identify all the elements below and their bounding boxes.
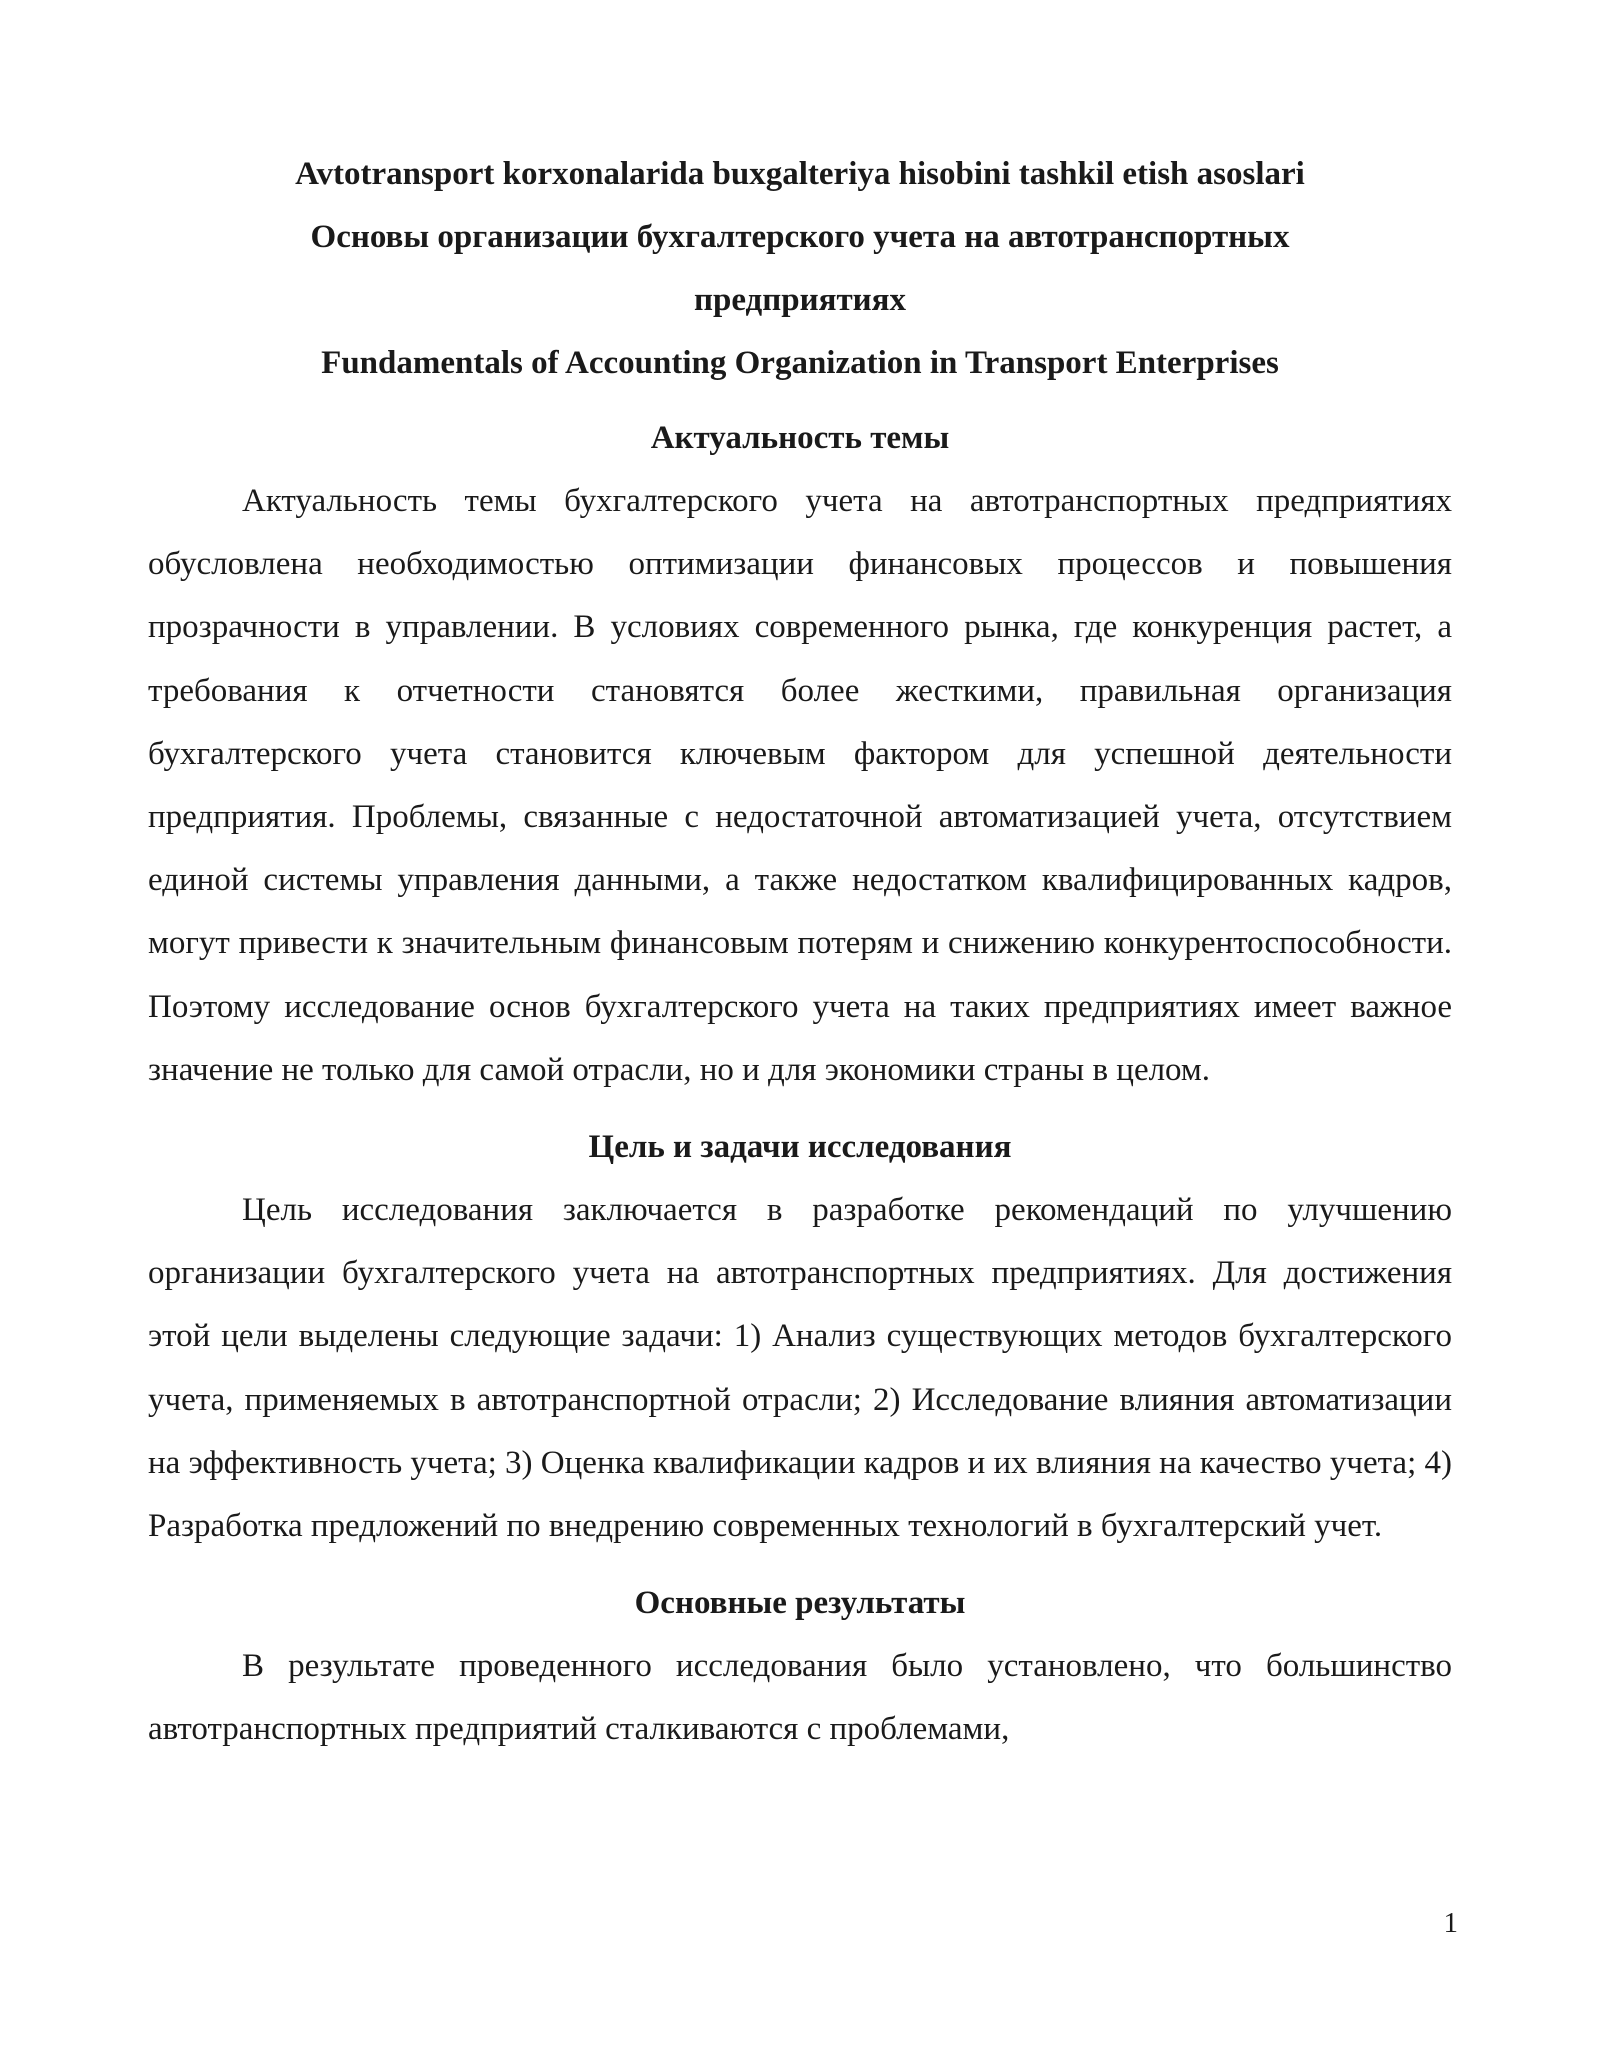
title-uzbek: Avtotransport korxonalarida buxgalteriya hisobini tashkil etish asoslari: [295, 156, 1305, 192]
section-spacer: [148, 1558, 1452, 1572]
section-spacer: [148, 1102, 1452, 1116]
page-number: 1: [1443, 1907, 1458, 1939]
document-content: [148, 143, 1452, 1762]
title-english: Fundamentals of Accounting Organization in Transport Enterprises: [321, 345, 1279, 381]
section-paragraph-results: В результате проведенного исследования было установлено, что большинство автотранспортных предприятий сталкиваются с проблемами,: [148, 1648, 1452, 1748]
section-paragraph-goals: Цель исследования заключается в разработке рекомендаций по улучшению организации бухгалтерского учета на автотранспортных предприятиях. Для достижения этой цели выделены следующие задачи: 1) Анализ существующих методов бухгалтерского учета, применяемых в автотранспортной отрасли; 2) Исследование влияния автоматизации на эффективность учета; 3) Оценка квалификации кадров и их влияния на качество учета; 4) Разработка предложений по внедрению современных технологий в бухгалтерский учет.: [148, 1192, 1452, 1545]
title-russian-line1: Основы организации бухгалтерского учета на автотранспортных: [310, 219, 1290, 255]
section-paragraph-relevance: Актуальность темы бухгалтерского учета на автотранспортных предприятиях обусловлена необходимостью оптимизации финансовых процессов и повышения прозрачности в управлении. В условиях современного рынка, где конкуренция растет, а требования к отчетности становятся более жесткими, правильная организация бухгалтерского учета становится ключевым фактором для успешной деятельности предприятия. Проблемы, связанные с недостаточной автоматизацией учета, отсутствием единой системы управления данными, а также недостатком квалифицированных кадров, могут привести к значительным финансовым потерям и снижению конкурентоспособности. Поэтому исследование основ бухгалтерского учета на таких предприятиях имеет важное значение не только для самой отрасли, но и для экономики страны в целом.: [148, 483, 1452, 1088]
section-heading-relevance: Актуальность темы: [650, 420, 950, 456]
title-russian-line2: предприятиях: [693, 282, 907, 318]
section-heading-goals: Цель и задачи исследования: [588, 1129, 1012, 1166]
section-heading-results: Основные результаты: [634, 1585, 966, 1622]
